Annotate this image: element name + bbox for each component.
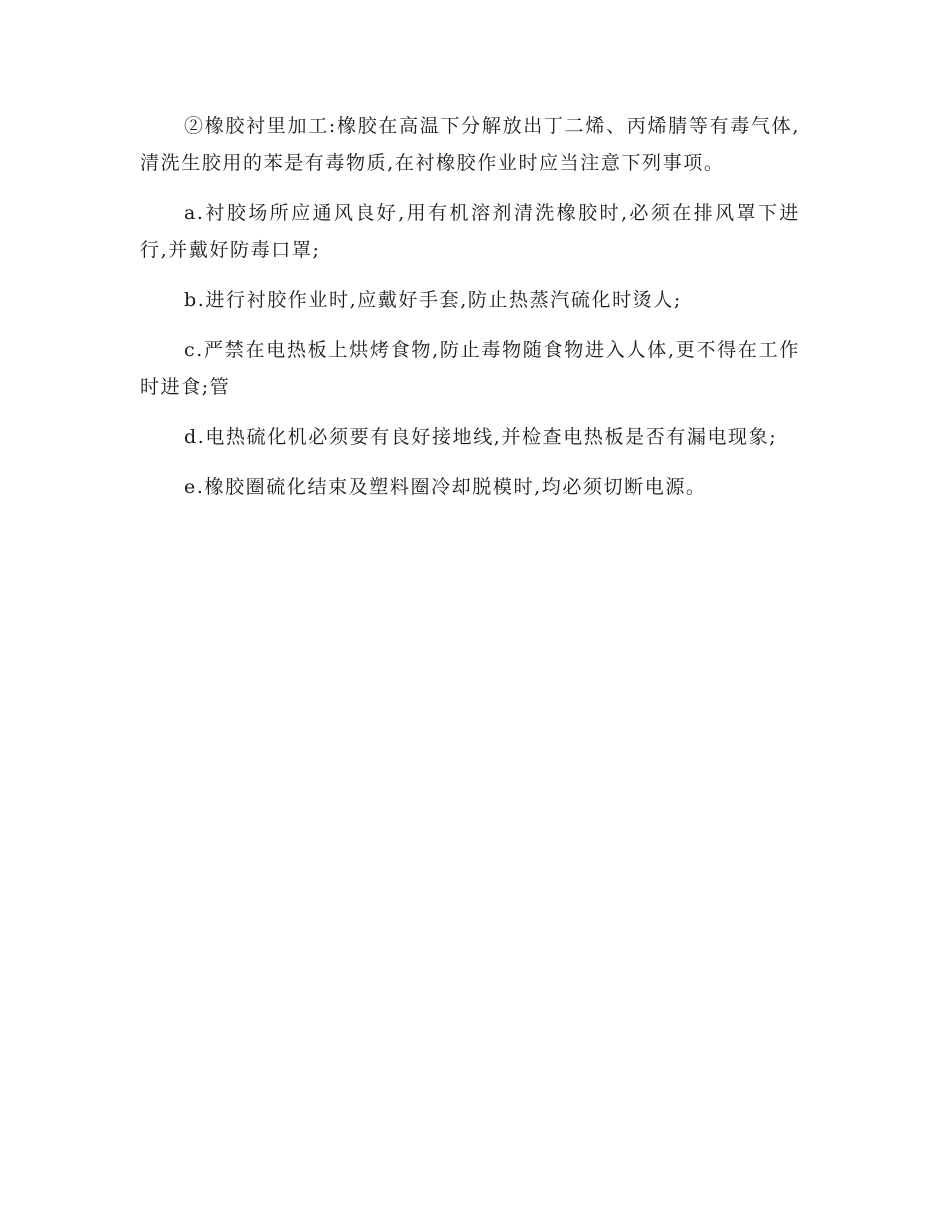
- paragraph-item-d-grounding: d.电热硫化机必须要有良好接地线,并检查电热板是否有漏电现象;: [184, 426, 778, 448]
- paragraph-item-e-power-off: e.橡胶圈硫化结束及塑料圈冷却脱模时,均必须切断电源。: [184, 476, 707, 498]
- paragraph-rubber-lining-intro: ②橡胶衬里加工:橡胶在高温下分解放出丁二烯、丙烯腈等有毒气体,清洗生胶用的苯是有毒物质,在衬橡胶作业时应当注意下列事项。: [140, 115, 800, 174]
- paragraph-item-c-no-food: c.严禁在电热板上烘烤食物,防止毒物随食物进入人体,更不得在工作时进食;管: [140, 339, 800, 398]
- paragraph-item-a-ventilation: a.衬胶场所应通风良好,用有机溶剂清洗橡胶时,必须在排风罩下进行,并戴好防毒口罩;: [140, 202, 800, 261]
- paragraph-item-b-gloves: b.进行衬胶作业时,应戴好手套,防止热蒸汽硫化时烫人;: [184, 289, 682, 311]
- document-body: [140, 108, 800, 519]
